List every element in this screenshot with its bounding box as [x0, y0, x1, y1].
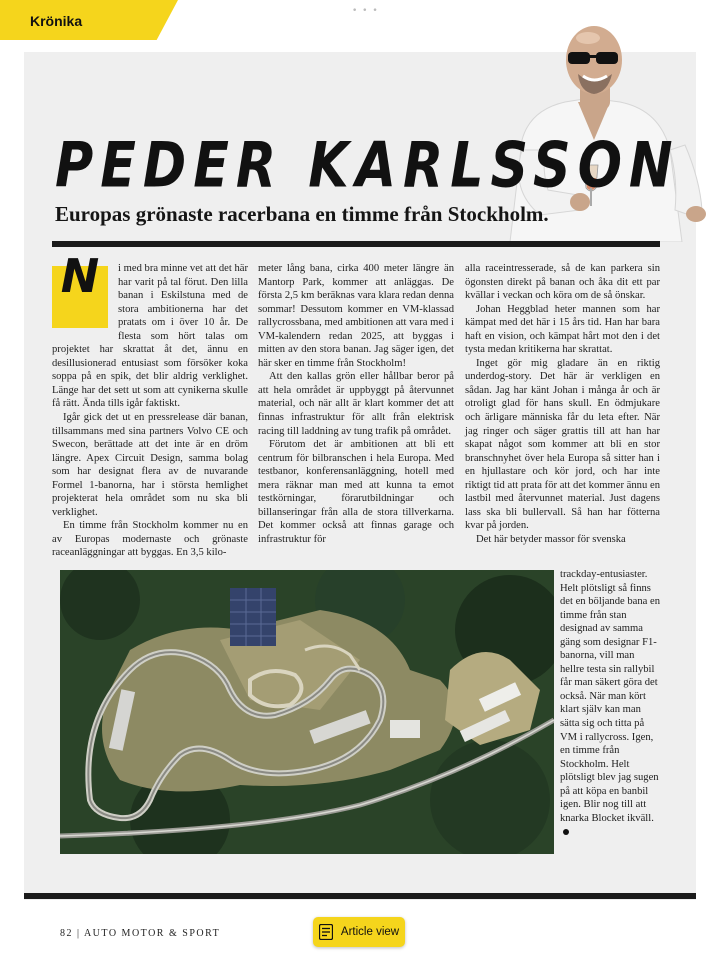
- paragraph: meter lång bana, cirka 400 meter längre än Mantorp Park, kommer att anläggas. De första 2,5 km beräknas vara klara redan denna sommar! Dessutom kommer en VM-klassad rallycrossbana, med ambitionen att vara med i VM-kalendern redan 2025, att byggas i mitten av den stora banan. Jag säger igen, det här sker en timme från Stockholm!: [258, 263, 454, 369]
- drop-cap: [52, 249, 108, 328]
- paragraph: alla raceintresserade, så de kan parkera sin ögonsten direkt på banan och åka dit ett par kvällar i veckan och köra om de så önskar.: [465, 263, 660, 302]
- paragraph: Inget gör mig gladare än en riktig underdog-story. Det här är verkligen en sådan. Jag har känt Johan i många år och är otroligt glad för hans skull. En ödmjukare och ärligare människa får du leta efter. När jag ringer och säger grattis till att han har skapat något som kommer att bli en stor branschnyhet över hela Europa så sitter han i en hjullastare och kör jord, och har inte riktigt tid att prata för att det kommer ännu en lastbil med återvunnet material. Just dagens lass ska bli bullervall. Så han har fötterna kvar på jorden.: [465, 357, 660, 532]
- author-name-title: PEDER KARLSSON: [55, 128, 680, 202]
- paragraph: Igår gick det ut en pressrelease där banan, tillsammans med sina partners Volvo CE och Swecon, berättade att det inte är en dröm längre. Apex Circuit Design, samma bolag som har designat flera av de nuvarande Formel 1-banorna, har i största hemlighet projekterat hela området som nu ska bli verklighet.: [52, 412, 248, 518]
- page-footer: [60, 928, 220, 939]
- paragraph: En timme från Stockholm kommer nu en av Europas modernaste och grönaste raceanläggningar att byggas. En 3,5 kilo-: [52, 520, 248, 559]
- section-label: Krönika: [30, 13, 83, 29]
- header-rule: [52, 241, 660, 247]
- text-column-1: [52, 249, 248, 560]
- text-column-2: [258, 262, 454, 546]
- magazine-name: AUTO MOTOR & SPORT: [83, 928, 221, 939]
- footer-separator: |: [77, 928, 84, 939]
- article-view-button[interactable]: [313, 917, 405, 947]
- footer-rule: [24, 893, 696, 899]
- end-mark-icon: [563, 829, 569, 835]
- paragraph: Det här betyder massor för svenska: [476, 533, 626, 545]
- paragraph: trackday-entusiaster. Helt plötsligt så finns det en böljande bana en timme från stan designad av samma gäng som designar F1-banorna, vill man hellre testa sin rallybil får man säkert göra det också. När man kört klart själv kan man sätta sig och titta på VM i rallycross. Igen, en timme från Stockholm. Helt plötsligt blev jag sugen på att köpa en banbil igen. Blir nog till att knarka Blocket ikväll.: [560, 569, 661, 824]
- paragraph: Johan Heggblad heter mannen som har kämpat med det här i 15 års tid. Han har bara haft en vision, och kämpat hårt mot den i det tysta medan kritikerna har skrattat.: [465, 303, 660, 356]
- article-view-label: Article view: [340, 926, 400, 938]
- paragraph: i med bra minne vet att det här har varit på tal förut. Den lilla banan i Eskilstuna med de stora ambitionerna har det pratats om i över 10 år. De flesta som hört talas om projektet har skrattat åt det, ännu en desillusionerad entusiast som försöker koka soppa på en spik, det blir aldrig verklighet. Länge har det sett ut som att cynikerna skulle få rätt. Ända tills igår faktiskt.: [52, 263, 248, 410]
- paragraph: Att den kallas grön eller hållbar beror på att hela området är uppbyggt på återvunnet material, och när allt är klart kommer det att finnas infrastruktur för allt från elektrisk racing till laddning av tung trafik på området.: [258, 371, 454, 437]
- drop-cap-letter: N: [60, 249, 100, 303]
- article-icon: [319, 924, 333, 940]
- text-column-3-continuation: [560, 568, 660, 839]
- article-subtitle: Europas grönaste racerbana en timme från Stockholm.: [55, 202, 549, 226]
- drag-handle[interactable]: • • •: [352, 6, 379, 16]
- racetrack-aerial-photo: [60, 570, 554, 854]
- page-number: 82: [60, 928, 73, 939]
- section-tab: [0, 0, 178, 40]
- paragraph: Förutom det är ambitionen att bli ett centrum för bilbranschen i hela Europa. Med testbanor, konferensanläggning, hotell med mera räknar man med att kunna ta emot testkörningar, förarutbildningar och billanseringar från alla de stora tillverkarna. Det kommer också att finnas garage och infrastruktur för: [258, 439, 454, 545]
- text-column-3: [465, 262, 660, 546]
